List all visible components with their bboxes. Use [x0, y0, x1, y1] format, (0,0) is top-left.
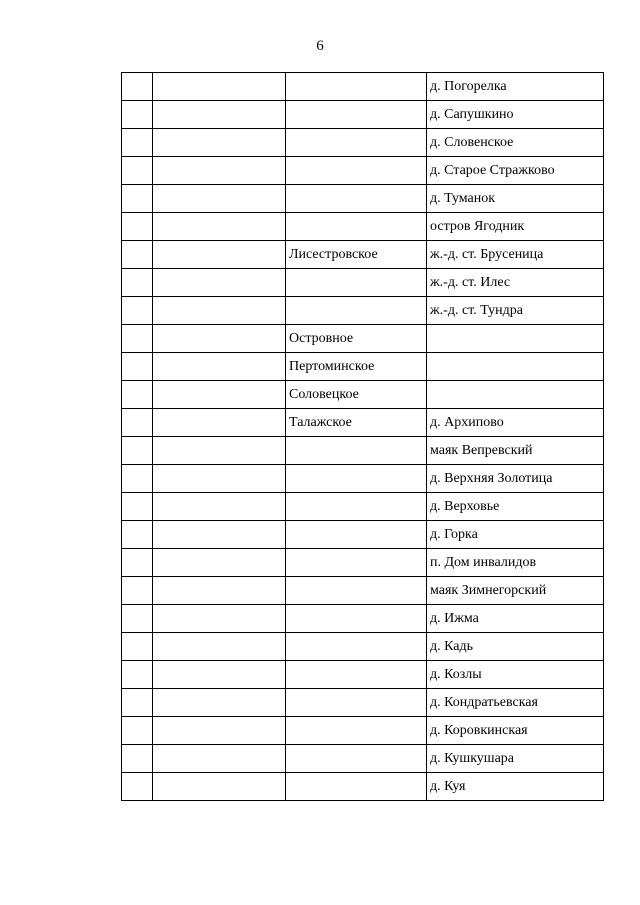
- table-cell-c3: [286, 297, 427, 325]
- table-cell-c3: [286, 521, 427, 549]
- page-number: 6: [316, 38, 324, 54]
- table-cell-c1: [122, 381, 153, 409]
- table-cell-c4: ж.-д. ст. Брусеница: [427, 241, 604, 269]
- table-row: [122, 185, 604, 213]
- table-cell-c3: [286, 493, 427, 521]
- table-row: [122, 213, 604, 241]
- table-cell-c2: [153, 241, 286, 269]
- table-cell-c3: [286, 269, 427, 297]
- table-cell-c2: [153, 269, 286, 297]
- table-row: [122, 101, 604, 129]
- table-row: [122, 521, 604, 549]
- table-cell-c4: д. Горка: [427, 521, 604, 549]
- table-cell-c4: д. Верховье: [427, 493, 604, 521]
- table-cell-c4: маяк Вепревский: [427, 437, 604, 465]
- table-row: [122, 269, 604, 297]
- table-row: [122, 689, 604, 717]
- table-cell-c4: маяк Зимнегорский: [427, 577, 604, 605]
- table-cell-c3: [286, 437, 427, 465]
- table-cell-c2: [153, 185, 286, 213]
- table-row: [122, 381, 604, 409]
- table-cell-c4: д. Куя: [427, 773, 604, 801]
- table-row: [122, 493, 604, 521]
- table-row: [122, 409, 604, 437]
- table-cell-c1: [122, 101, 153, 129]
- table-cell-c4: остров Ягодник: [427, 213, 604, 241]
- table-cell-c2: [153, 661, 286, 689]
- table-cell-c1: [122, 549, 153, 577]
- table-cell-c4: д. Архипово: [427, 409, 604, 437]
- table-cell-c2: [153, 577, 286, 605]
- table-row: [122, 465, 604, 493]
- table-cell-c2: [153, 437, 286, 465]
- table-row: [122, 353, 604, 381]
- table-cell-c3: [286, 633, 427, 661]
- table-row: [122, 773, 604, 801]
- table-cell-c1: [122, 241, 153, 269]
- table-cell-c3: [286, 73, 427, 101]
- table-cell-c2: [153, 549, 286, 577]
- table-cell-c1: [122, 521, 153, 549]
- table-cell-c4: ж.-д. ст. Илес: [427, 269, 604, 297]
- table-row: [122, 157, 604, 185]
- table-cell-c1: [122, 409, 153, 437]
- table-cell-c1: [122, 633, 153, 661]
- table-cell-c4: д. Кадь: [427, 633, 604, 661]
- table-cell-c1: [122, 129, 153, 157]
- table-row: [122, 325, 604, 353]
- table-cell-c3: [286, 717, 427, 745]
- table-cell-c3: [286, 605, 427, 633]
- table-row: [122, 297, 604, 325]
- table-cell-c2: [153, 409, 286, 437]
- table-cell-c3: Талажское: [286, 409, 427, 437]
- table-cell-c4: д. Ижма: [427, 605, 604, 633]
- table-row: [122, 241, 604, 269]
- table-cell-c1: [122, 213, 153, 241]
- table-cell-c3: [286, 549, 427, 577]
- table-cell-c4: д. Верхняя Золотица: [427, 465, 604, 493]
- table-cell-c1: [122, 717, 153, 745]
- table-row: [122, 437, 604, 465]
- table-cell-c2: [153, 633, 286, 661]
- table-cell-c2: [153, 717, 286, 745]
- table-cell-c4: д. Погорелка: [427, 73, 604, 101]
- table-cell-c2: [153, 101, 286, 129]
- table-cell-c2: [153, 213, 286, 241]
- table-cell-c2: [153, 521, 286, 549]
- table-cell-c4: [427, 353, 604, 381]
- table-cell-c3: [286, 745, 427, 773]
- table-row: [122, 661, 604, 689]
- table-cell-c1: [122, 437, 153, 465]
- table-cell-c4: д. Словенское: [427, 129, 604, 157]
- table-row: [122, 73, 604, 101]
- table-row: [122, 717, 604, 745]
- table-cell-c3: [286, 185, 427, 213]
- table-cell-c2: [153, 157, 286, 185]
- table-cell-c2: [153, 353, 286, 381]
- table-cell-c2: [153, 297, 286, 325]
- table-cell-c3: [286, 213, 427, 241]
- table-cell-c1: [122, 661, 153, 689]
- table-cell-c4: д. Кушкушара: [427, 745, 604, 773]
- table-cell-c4: п. Дом инвалидов: [427, 549, 604, 577]
- table-cell-c2: [153, 129, 286, 157]
- table-cell-c3: Пертоминское: [286, 353, 427, 381]
- table-cell-c3: Лисестровское: [286, 241, 427, 269]
- table-cell-c3: [286, 129, 427, 157]
- table-cell-c4: д. Старое Стражково: [427, 157, 604, 185]
- table-cell-c1: [122, 269, 153, 297]
- table-cell-c1: [122, 577, 153, 605]
- table-row: [122, 549, 604, 577]
- table-cell-c4: д. Коровкинская: [427, 717, 604, 745]
- table-cell-c1: [122, 157, 153, 185]
- table-cell-c2: [153, 325, 286, 353]
- table-row: [122, 129, 604, 157]
- table-row: [122, 577, 604, 605]
- table-cell-c3: [286, 101, 427, 129]
- table-cell-c3: [286, 661, 427, 689]
- table-row: [122, 745, 604, 773]
- table-cell-c4: [427, 325, 604, 353]
- table-cell-c3: Соловецкое: [286, 381, 427, 409]
- table-cell-c4: д. Сапушкино: [427, 101, 604, 129]
- table-cell-c1: [122, 185, 153, 213]
- settlements-table: [121, 72, 604, 801]
- table-cell-c1: [122, 773, 153, 801]
- table-cell-c2: [153, 465, 286, 493]
- table-cell-c4: ж.-д. ст. Тундра: [427, 297, 604, 325]
- table-cell-c1: [122, 297, 153, 325]
- table-cell-c3: [286, 773, 427, 801]
- table-row: [122, 633, 604, 661]
- table-cell-c1: [122, 605, 153, 633]
- table-cell-c1: [122, 745, 153, 773]
- table-cell-c2: [153, 605, 286, 633]
- table-cell-c3: Островное: [286, 325, 427, 353]
- table-cell-c4: д. Козлы: [427, 661, 604, 689]
- table-row: [122, 605, 604, 633]
- table-cell-c3: [286, 157, 427, 185]
- table-cell-c1: [122, 493, 153, 521]
- table-cell-c2: [153, 745, 286, 773]
- table-cell-c1: [122, 353, 153, 381]
- table-cell-c3: [286, 689, 427, 717]
- table-cell-c1: [122, 465, 153, 493]
- table-cell-c4: д. Кондратьевская: [427, 689, 604, 717]
- table-cell-c2: [153, 689, 286, 717]
- table-cell-c1: [122, 73, 153, 101]
- table-cell-c1: [122, 689, 153, 717]
- table-cell-c3: [286, 577, 427, 605]
- table-cell-c2: [153, 493, 286, 521]
- table-cell-c3: [286, 465, 427, 493]
- table-cell-c2: [153, 381, 286, 409]
- table-cell-c2: [153, 773, 286, 801]
- table-cell-c1: [122, 325, 153, 353]
- table-cell-c4: [427, 381, 604, 409]
- table-cell-c4: д. Туманок: [427, 185, 604, 213]
- table-cell-c2: [153, 73, 286, 101]
- table-body: [122, 73, 604, 801]
